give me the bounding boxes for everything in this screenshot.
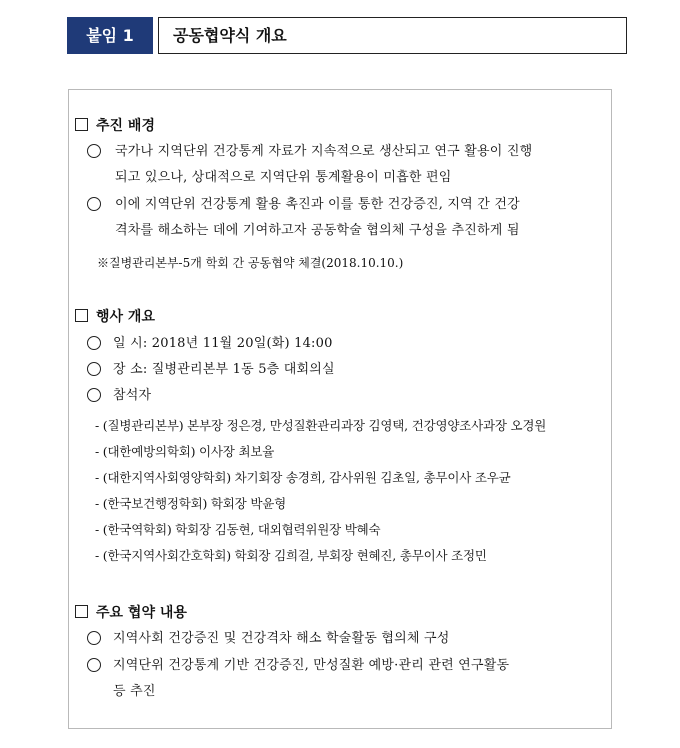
section-heading-agreement: 주요 협약 내용 bbox=[75, 602, 187, 622]
attendees-label: 참석자 bbox=[113, 388, 152, 403]
attendee-item: - (한국지역사회간호학회) 학회장 김희걸, 부회장 현혜진, 총무이사 조정민 bbox=[95, 548, 487, 563]
bullet-text: 격차를 해소하는 데에 기여하고자 공동학술 협의체 구성을 추진하게 됨 bbox=[115, 223, 520, 238]
circle-bullet-icon bbox=[87, 197, 101, 211]
bullet-text: 되고 있으나, 상대적으로 지역단위 통계활용이 미흡한 편임 bbox=[115, 170, 452, 185]
circle-bullet-icon bbox=[87, 658, 101, 672]
attendee-item: - (대한예방의학회) 이사장 최보율 bbox=[95, 444, 275, 459]
bullet-text: 등 추진 bbox=[113, 684, 156, 699]
bullet-text: 지역사회 건강증진 및 건강격차 해소 학술활동 협의체 구성 bbox=[113, 631, 450, 646]
circle-bullet-icon bbox=[87, 631, 101, 645]
section-heading-event: 행사 개요 bbox=[75, 306, 155, 326]
content-box bbox=[68, 89, 612, 729]
bullet-text: 지역단위 건강통계 기반 건강증진, 만성질환 예방·관리 관련 연구활동 bbox=[113, 658, 510, 673]
circle-bullet-icon bbox=[87, 336, 101, 350]
circle-bullet-icon bbox=[87, 388, 101, 402]
attendee-item: - (대한지역사회영양학회) 차기회장 송경희, 감사위원 김초일, 총무이사 조우균 bbox=[95, 470, 511, 485]
event-datetime: 일 시: 2018년 11월 20일(화) 14:00 bbox=[113, 336, 333, 351]
circle-bullet-icon bbox=[87, 362, 101, 376]
bullet-text: 국가나 지역단위 건강통계 자료가 지속적으로 생산되고 연구 활용이 진행 bbox=[115, 144, 533, 159]
attendee-item: - (한국역학회) 학회장 김동현, 대외협력위원장 박혜숙 bbox=[95, 522, 381, 537]
checkbox-square-icon bbox=[75, 309, 88, 322]
bullet-text: 이에 지역단위 건강통계 활용 촉진과 이를 통한 건강증진, 지역 간 건강 bbox=[115, 197, 520, 212]
reference-note: ※질병관리본부-5개 학회 간 공동협약 체결(2018.10.10.) bbox=[97, 256, 404, 270]
page-title: 공동협약식 개요 bbox=[158, 17, 627, 54]
event-location: 장 소: 질병관리본부 1동 5층 대회의실 bbox=[113, 362, 335, 377]
checkbox-square-icon bbox=[75, 118, 88, 131]
section-heading-background: 추진 배경 bbox=[75, 115, 155, 135]
attendee-item: - (한국보건행정학회) 학회장 박윤형 bbox=[95, 496, 286, 511]
attendee-item: - (질병관리본부) 본부장 정은경, 만성질환관리과장 김영택, 건강영양조사과장 오경원 bbox=[95, 418, 547, 433]
circle-bullet-icon bbox=[87, 144, 101, 158]
checkbox-square-icon bbox=[75, 605, 88, 618]
attachment-tag: 붙임 1 bbox=[67, 17, 153, 54]
page-header bbox=[67, 17, 613, 54]
